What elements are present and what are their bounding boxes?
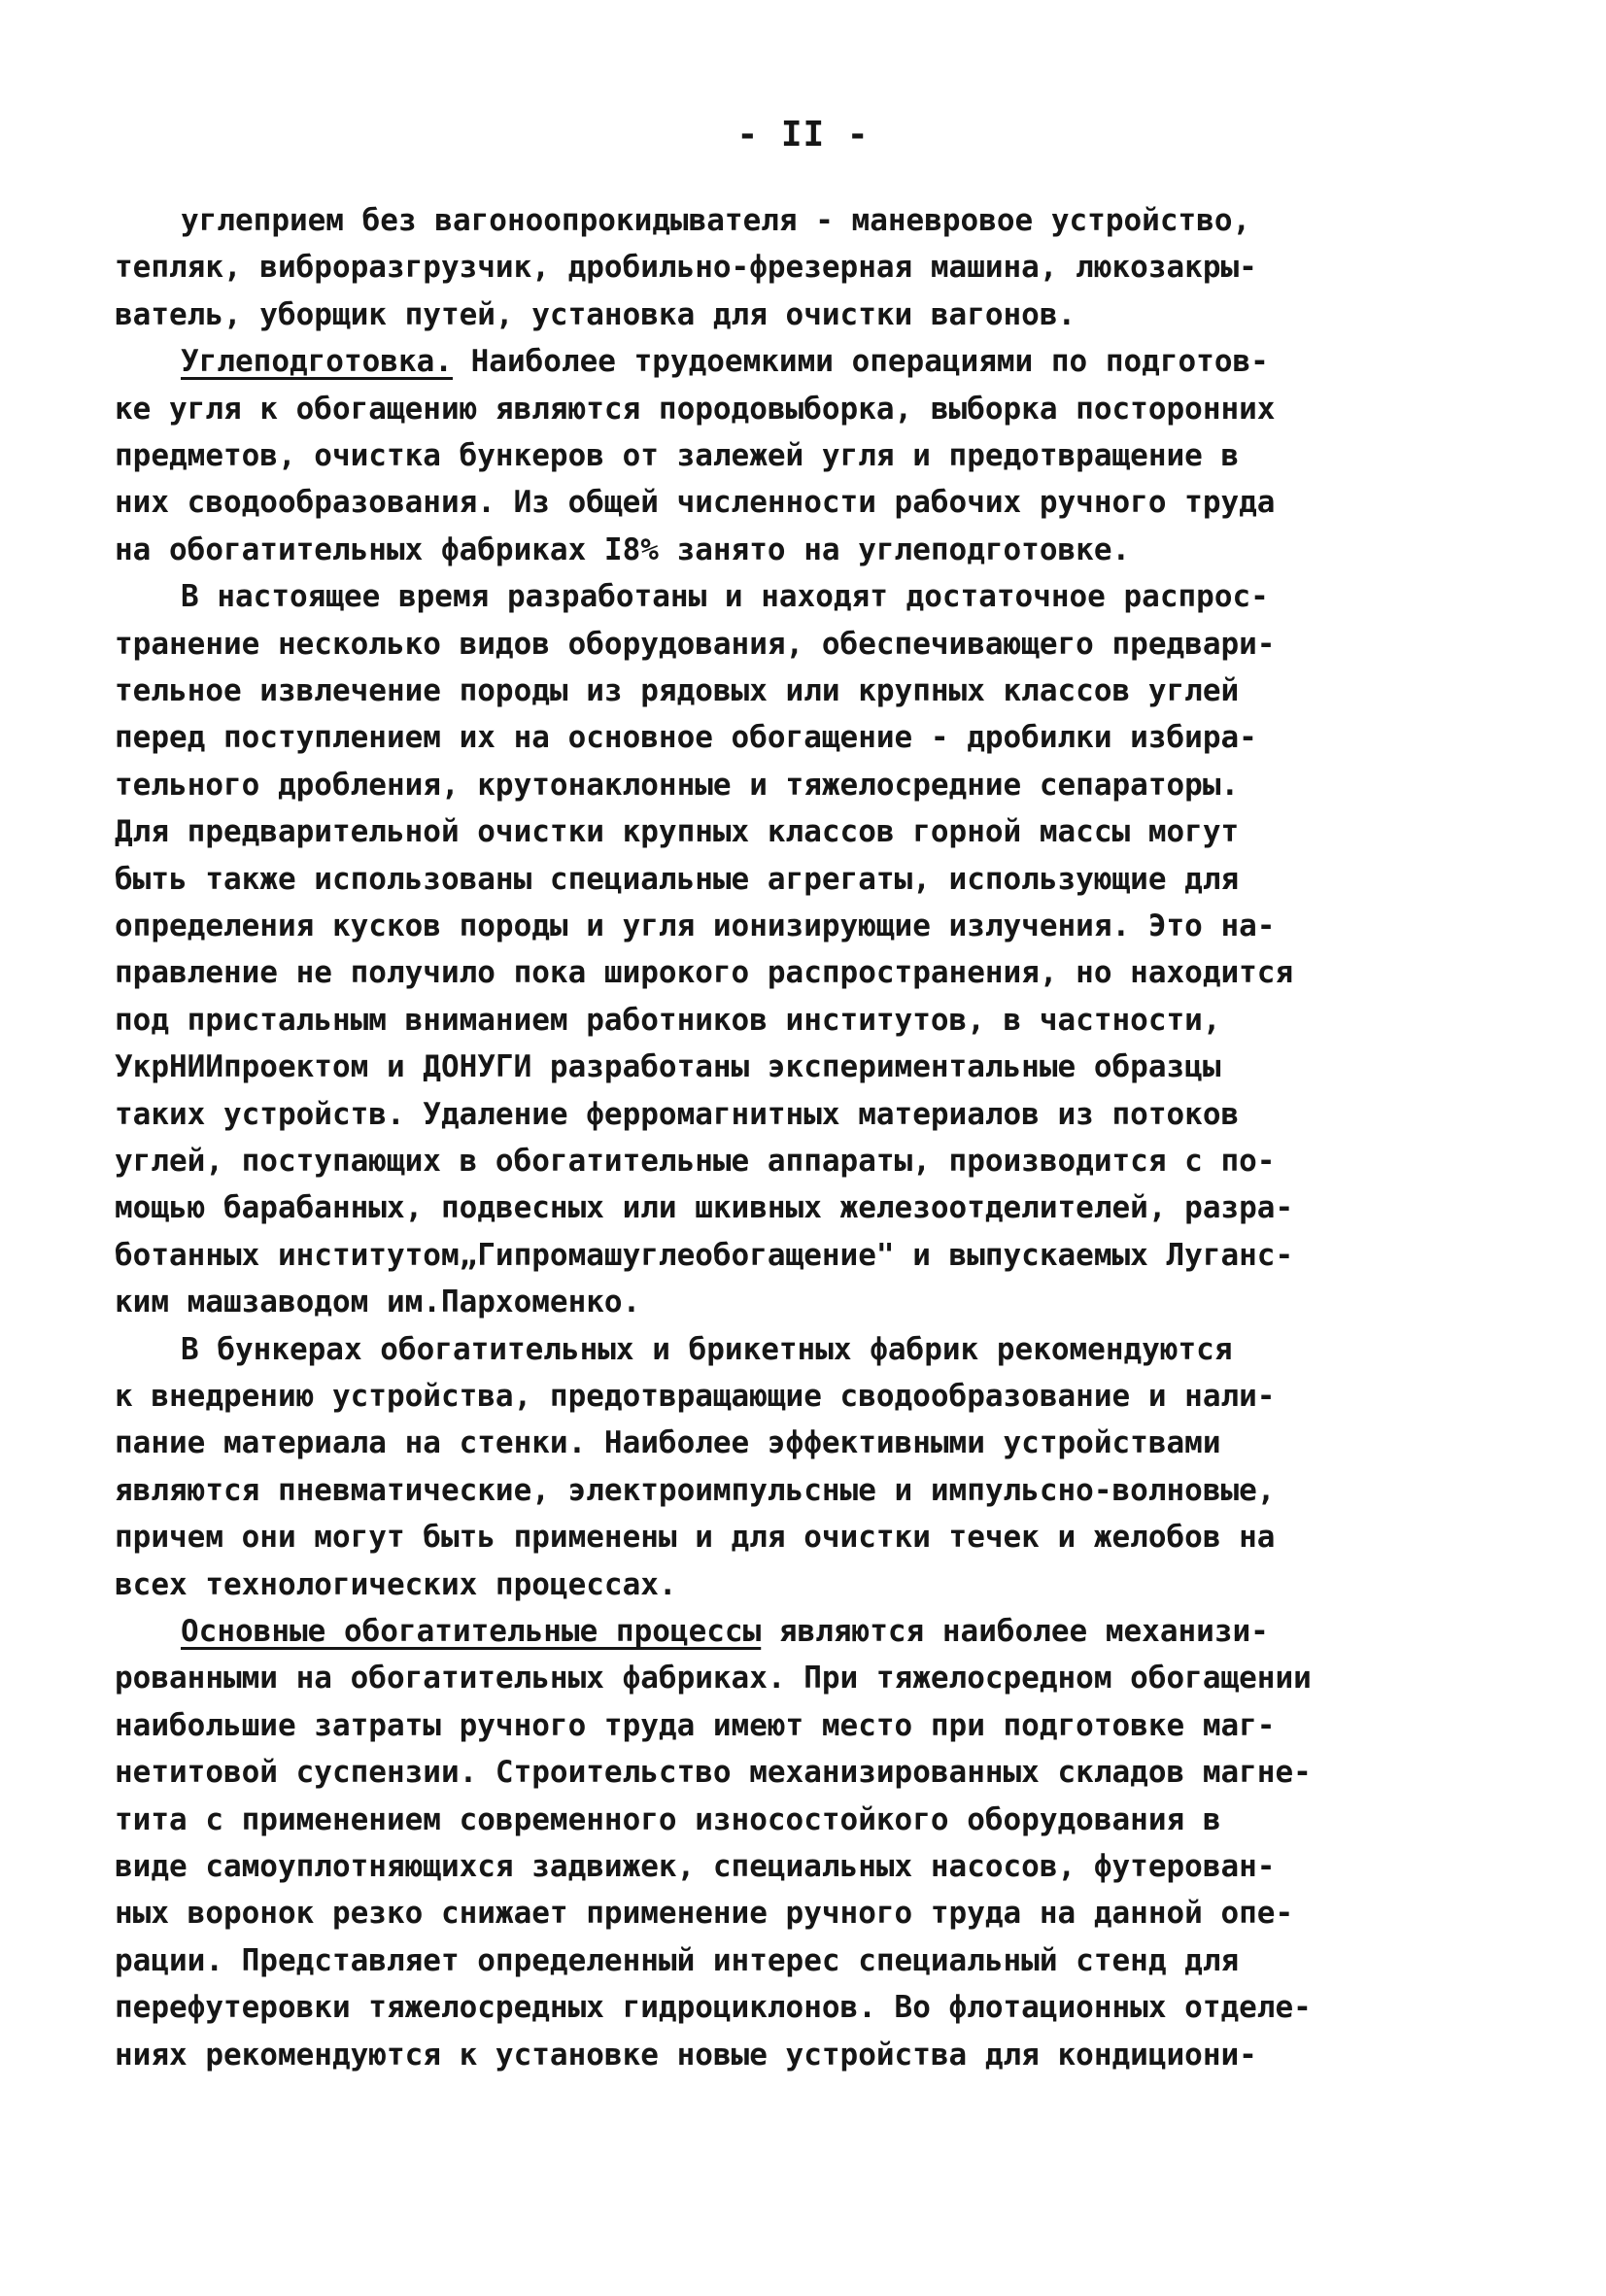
text-line-3: ватель, уборщик путей, установка для очистки вагонов. bbox=[115, 297, 1076, 332]
text-line-26: к внедрению устройства, предотвращающие сводообразование и нали- bbox=[115, 1379, 1276, 1414]
text-line-19: УкрНИИпроектом и ДОНУГИ разработаны экспериментальные образцы bbox=[115, 1049, 1221, 1084]
text-line-32: рованными на обогатительных фабриках. При тяжелосредном обогащении bbox=[115, 1661, 1312, 1696]
text-line-38: рации. Представляет определенный интерес специальный стенд для bbox=[115, 1943, 1240, 1978]
text-line-24: ким машзаводом им.Пархоменко. bbox=[115, 1285, 641, 1319]
text-line-8: на обогатительных фабриках I8% занято на углеподготовке. bbox=[115, 532, 1131, 567]
text-line-25: В бункерах обогатительных и брикетных фабрик рекомендуются bbox=[181, 1332, 1233, 1367]
text-line-21: углей, поступающих в обогатительные аппараты, производится с по- bbox=[115, 1144, 1276, 1179]
text-line-31: Основные обогатительные процессы являются наиболее механизи- bbox=[181, 1614, 1269, 1649]
text-line-14: Для предварительной очистки крупных классов горной массы могут bbox=[115, 814, 1240, 849]
text-line-40: ниях рекомендуются к установке новые устройства для кондициони- bbox=[115, 2038, 1257, 2073]
text-line-30: всех технологических процессах. bbox=[115, 1567, 677, 1602]
text-line-9: В настоящее время разработаны и находят достаточное распрос- bbox=[181, 579, 1269, 614]
text-line-2: тепляк, виброразгрузчик, дробильно-фрезерная машина, люкозакры- bbox=[115, 250, 1257, 285]
text-line-17: правление не получило пока широкого распространения, но находится bbox=[115, 955, 1294, 990]
text-line-4: Углеподготовка. Наиболее трудоемкими операциями по подготов- bbox=[181, 344, 1269, 379]
text-line-18: под пристальным вниманием работников институтов, в частности, bbox=[115, 1003, 1221, 1038]
text-line-36: виде самоуплотняющихся задвижек, специальных насосов, футерован- bbox=[115, 1849, 1276, 1884]
text-line-23: ботанных институтом„Гипромашуглеобогащение" и выпускаемых Луганс- bbox=[115, 1238, 1294, 1273]
section-heading-ugleprodgotovka: Углеподготовка. bbox=[181, 344, 453, 379]
text-line-37: ных воронок резко снижает применение ручного труда на данной опе- bbox=[115, 1896, 1294, 1931]
text-line-11: тельное извлечение породы из рядовых или крупных классов углей bbox=[115, 673, 1240, 708]
page-number: - II - bbox=[736, 115, 870, 154]
text-line-20: таких устройств. Удаление ферромагнитных материалов из потоков bbox=[115, 1097, 1240, 1132]
text-line-22: мощью барабанных, подвесных или шкивных железоотделителей, разра- bbox=[115, 1190, 1294, 1225]
text-line-5: ке угля к обогащению являются породовыборка, выборка посторонних bbox=[115, 392, 1276, 427]
text-line-29: причем они могут быть применены и для очистки течек и желобов на bbox=[115, 1520, 1276, 1555]
text-line-1: углеприем без вагоноопрокидывателя - маневровое устройство, bbox=[181, 203, 1251, 238]
text-line-15: быть также использованы специальные агрегаты, использующие для bbox=[115, 862, 1240, 897]
text-line-34: нетитовой суспензии. Строительство механизированных складов магне- bbox=[115, 1755, 1312, 1790]
text-line-33: наибольшие затраты ручного труда имеют место при подготовке маг- bbox=[115, 1708, 1276, 1743]
text-line-35: тита с применением современного износостойкого оборудования в bbox=[115, 1802, 1221, 1837]
text-line-27: пание материала на стенки. Наиболее эффективными устройствами bbox=[115, 1425, 1221, 1460]
text-line-10: транение несколько видов оборудования, обеспечивающего предвари- bbox=[115, 627, 1276, 662]
text-line-28: являются пневматические, электроимпульсные и импульсно-волновые, bbox=[115, 1473, 1276, 1508]
text-line-6: предметов, очистка бункеров от залежей угля и предотвращение в bbox=[115, 438, 1240, 473]
text-line-13: тельного дробления, крутонаклонные и тяжелосредние сепараторы. bbox=[115, 768, 1240, 803]
text-line-39: перефутеровки тяжелосредных гидроциклонов. Во флотационных отделе- bbox=[115, 1990, 1312, 2025]
section-heading-osnovnye-processy: Основные обогатительные процессы bbox=[181, 1614, 762, 1649]
text-line-12: перед поступлением их на основное обогащение - дробилки избира- bbox=[115, 720, 1257, 755]
text-line-16: определения кусков породы и угля ионизирующие излучения. Это на- bbox=[115, 908, 1276, 943]
text-line-7: них сводообразования. Из общей численности рабочих ручного труда bbox=[115, 485, 1276, 520]
